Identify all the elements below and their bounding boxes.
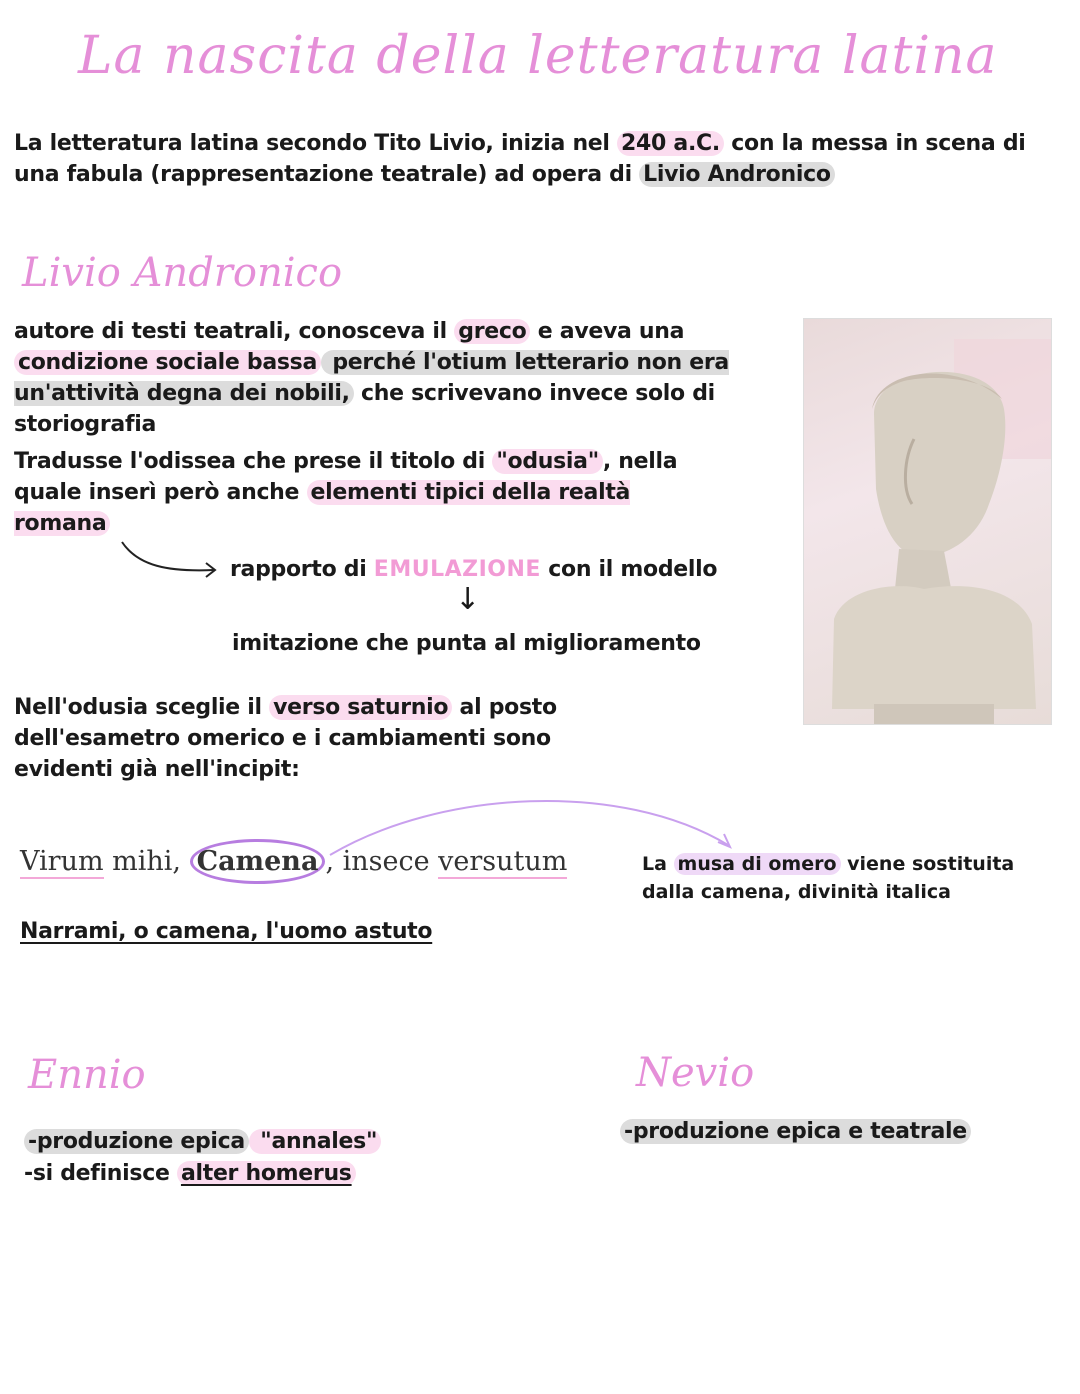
verse-camena: Camena	[190, 839, 326, 884]
verse-versutum: versutum	[438, 846, 568, 877]
intro-date-highlight: 240 a.C.	[617, 131, 724, 156]
social-condition-highlight: condizione sociale bassa	[14, 350, 321, 375]
livio-p3-text-2: al posto dell'esametro omerico e i cambiamenti sono evidenti già nell'incipit:	[14, 695, 557, 782]
livio-paragraph-2	[14, 446, 714, 539]
ennio-heading: Ennio	[28, 1052, 146, 1098]
verse-insece: , insece	[325, 846, 439, 877]
musa-highlight: musa di omero	[674, 853, 841, 875]
ennio-define-text: -si definisce	[24, 1161, 177, 1186]
page-title: La nascita della letteratura latina	[78, 26, 998, 86]
emulation-line	[230, 554, 717, 585]
latin-incipit	[20, 846, 567, 877]
nevio-production-highlight: -produzione epica e teatrale	[620, 1119, 971, 1144]
bust-image	[803, 318, 1052, 725]
greco-highlight: greco	[454, 319, 530, 344]
livio-paragraph-3	[14, 692, 614, 785]
curved-arrow-icon	[118, 538, 223, 583]
livio-p3-text-1: Nell'odusia sceglie il	[14, 695, 270, 720]
bust-illustration	[804, 319, 1051, 724]
livio-p1-text-3: che scrivevano invece solo di storiografia	[14, 381, 715, 437]
nevio-heading: Nevio	[636, 1050, 755, 1096]
emulation-pre: rapporto di	[230, 557, 374, 582]
livio-paragraph-1	[14, 316, 789, 440]
epic-production-highlight: -produzione epica	[24, 1129, 249, 1154]
annales-highlight: "annales"	[249, 1129, 381, 1154]
livio-p2-text-1: Tradusse l'odissea che prese il titolo di	[14, 449, 493, 474]
emulation-keyword: EMULAZIONE	[373, 557, 541, 582]
down-arrow-icon: ↓	[455, 582, 481, 617]
roman-elements-highlight: elementi tipici della realtà romana	[14, 480, 631, 536]
intro-text-2: con la messa in scena di una fabula (rappresentazione teatrale) ad opera di	[14, 131, 1026, 187]
verse-mihi: mihi,	[103, 846, 190, 877]
emulation-post: con il modello	[540, 557, 718, 582]
alter-homerus-highlight: alter homerus	[177, 1161, 356, 1186]
livio-p2-text-2: , nella quale inserì però anche	[14, 449, 678, 505]
intro-text-1: La letteratura latina secondo Tito Livio, inizia nel	[14, 131, 618, 156]
otium-highlight: perché l'otium letterario non era un'attività degna dei nobili,	[14, 350, 729, 406]
odusia-highlight: "odusia"	[492, 449, 603, 474]
livio-p1-text-2: e aveva una	[530, 319, 685, 344]
saturnian-verse-highlight: verso saturnio	[269, 695, 452, 720]
livio-heading: Livio Andronico	[22, 250, 343, 296]
note-text-1: La	[642, 853, 674, 875]
imitation-line: imitazione che punta al miglioramento	[232, 631, 701, 656]
nevio-line-1	[620, 1116, 971, 1147]
ennio-line-1	[24, 1126, 381, 1157]
translation-line: Narrami, o camena, l'uomo astuto	[20, 919, 433, 944]
livio-p1-text-1: autore di testi teatrali, conosceva il	[14, 319, 455, 344]
verse-virum: Virum	[20, 846, 104, 877]
intro-author-highlight: Livio Andronico	[639, 162, 834, 187]
note-text-2: viene sostituita dalla camena, divinità italica	[642, 853, 1015, 903]
musa-note	[642, 850, 1062, 906]
ennio-line-2	[24, 1158, 356, 1189]
intro-paragraph	[14, 128, 1064, 190]
